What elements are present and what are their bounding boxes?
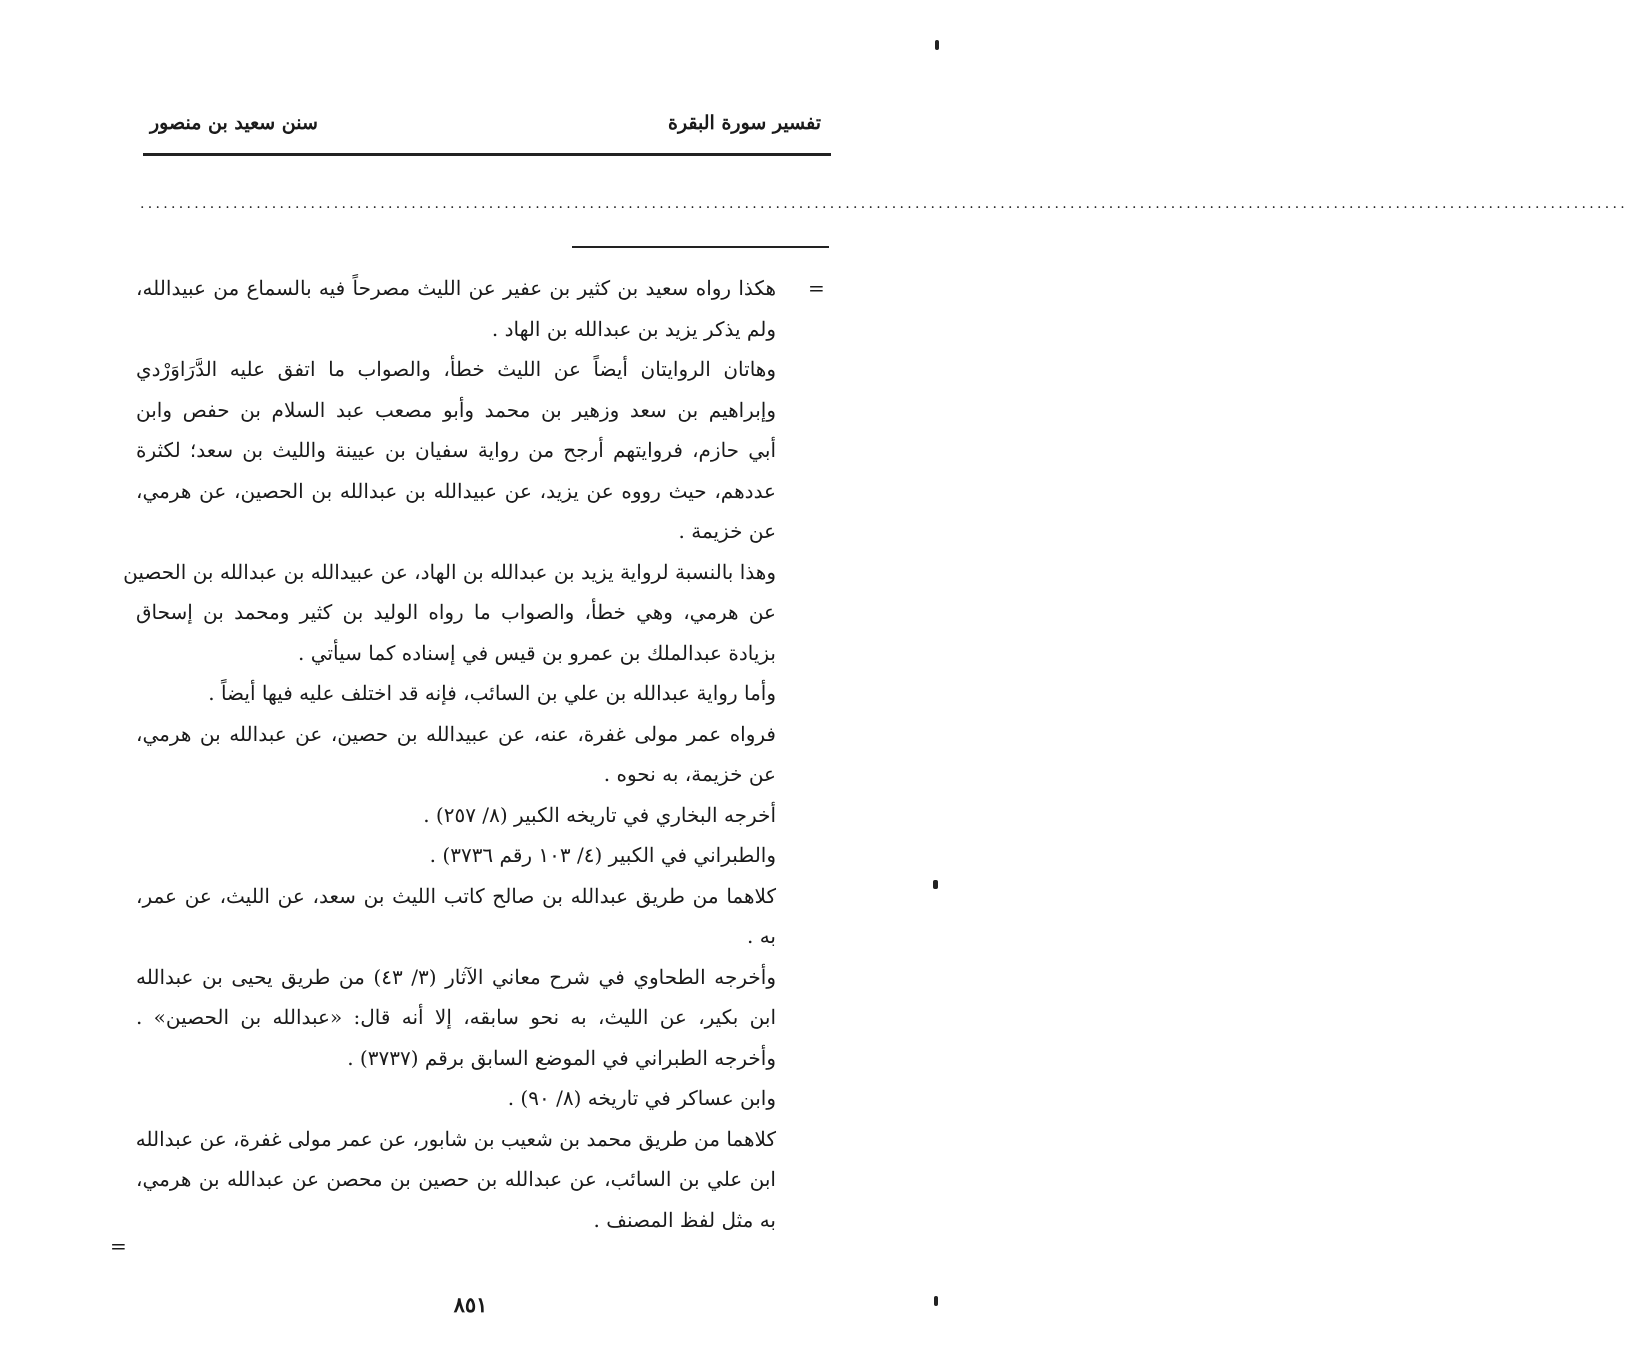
- text-line: به .: [746, 924, 776, 948]
- scan-edge-mark: [935, 40, 939, 50]
- text-line: أخرجه البخاري في تاريخه الكبير (٨/ ٢٥٧) .: [423, 802, 776, 827]
- scan-edge-mark: [934, 1296, 938, 1306]
- text-line: وأما رواية عبدالله بن علي بن السائب، فإنه قد اختلف عليه فيها أيضاً .: [208, 681, 776, 705]
- footnote-rule: [572, 246, 829, 248]
- footnote-body: [123, 268, 776, 1240]
- book-section-title: تفسير سورة البقرة: [667, 112, 821, 134]
- dotted-separator: ................................................................................................................................................................................................: [140, 196, 1628, 212]
- text-line: عن خزيمة .: [678, 519, 776, 543]
- text-line: ابن علي بن السائب، عن عبدالله بن حصين بن محصن عن عبدالله بن هرمي،: [136, 1167, 776, 1191]
- text-line: ابن بكير، عن الليث، به نحو سابقه، إلا أنه قال: «عبدالله بن الحصين» .: [136, 1005, 776, 1029]
- text-line: وهذا بالنسبة لرواية يزيد بن عبدالله بن الهاد، عن عبيدالله بن عبدالله بن الحصين: [123, 559, 776, 584]
- text-line: هكذا رواه سعيد بن كثير بن عفير عن الليث مصرحاً فيه بالسماع من عبيدالله،: [136, 276, 776, 300]
- text-line: وهاتان الروايتان أيضاً عن الليث خطأ، والصواب ما اتفق عليه الدَّرَاوَرْدي: [136, 357, 776, 381]
- text-line: وأخرجه الطحاوي في شرح معاني الآثار (٣/ ٤٣) من طريق يحيى بن عبدالله: [136, 964, 776, 989]
- text-line: عن هرمي، وهي خطأ، والصواب ما رواه الوليد بن كثير ومحمد بن إسحاق: [136, 600, 776, 624]
- text-line: والطبراني في الكبير (٤/ ١٠٣ رقم ٣٧٣٦) .: [429, 843, 776, 867]
- text-line: بزيادة عبدالملك بن عمرو بن قيس في إسناده كما سيأتي .: [298, 640, 776, 665]
- text-line: فرواه عمر مولى غفرة، عنه، عن عبيدالله بن حصين، عن عبدالله بن هرمي،: [136, 721, 776, 746]
- text-line: وأخرجه الطبراني في الموضع السابق برقم (٣٧٣٧) .: [347, 1045, 776, 1070]
- scan-edge-mark: [933, 880, 938, 889]
- text-line: عن خزيمة، به نحوه .: [603, 762, 776, 786]
- text-line: وإبراهيم بن سعد وزهير بن محمد وأبو مصعب عبد السلام بن حفص وابن: [136, 397, 776, 422]
- continuation-mark-bottom: =: [110, 1234, 127, 1258]
- header-rule: [143, 153, 831, 156]
- text-line: كلاهما من طريق محمد بن شعيب بن شابور، عن عمر مولى غفرة، عن عبدالله: [135, 1126, 776, 1151]
- page-number: ٨٥١: [453, 1292, 488, 1317]
- text-line: عددهم، حيث رووه عن يزيد، عن عبيدالله بن عبدالله بن الحصين، عن هرمي،: [136, 478, 776, 503]
- book-title: سنن سعيد بن منصور: [150, 112, 318, 134]
- text-line: وابن عساكر في تاريخه (٨/ ٩٠) .: [507, 1086, 776, 1110]
- text-line: ولم يذكر يزيد بن عبدالله بن الهاد .: [491, 316, 776, 341]
- text-line: به مثل لفظ المصنف .: [593, 1207, 776, 1232]
- continuation-mark-top: =: [808, 276, 825, 300]
- text-line: أبي حازم، فروايتهم أرجح من رواية سفيان بن عيينة والليث بن سعد؛ لكثرة: [136, 438, 776, 462]
- text-line: كلاهما من طريق عبدالله بن صالح كاتب الليث بن سعد، عن الليث، عن عمر،: [136, 883, 776, 908]
